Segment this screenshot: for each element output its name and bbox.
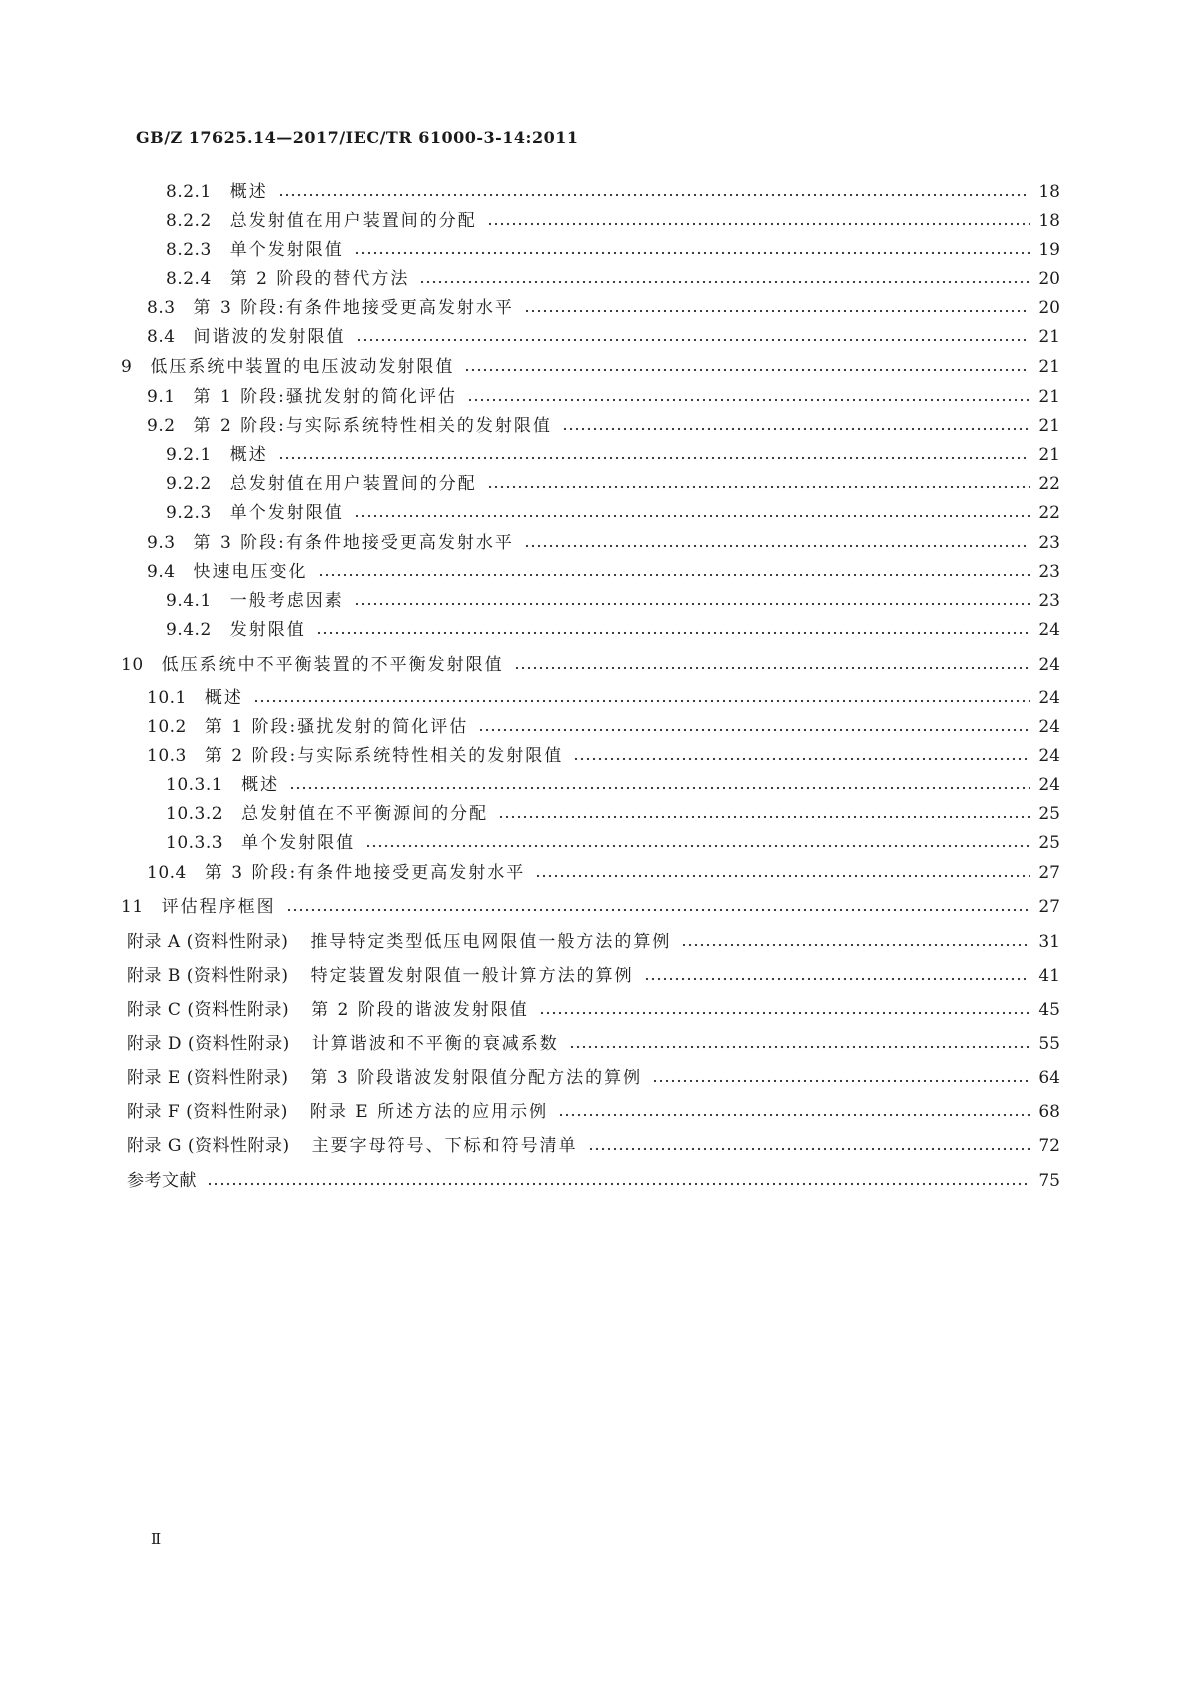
toc-entry-number: 附录 F (资料性附录) bbox=[127, 1102, 288, 1122]
toc-entry-title: 单个发射限值 bbox=[229, 503, 344, 523]
toc-dot-leader bbox=[356, 338, 1030, 342]
toc-entry[interactable] bbox=[121, 654, 1060, 676]
toc-entry-page: 21 bbox=[1038, 357, 1060, 377]
toc-dot-leader bbox=[588, 1147, 1030, 1151]
toc-entry-number: 8.2.2 bbox=[166, 211, 212, 231]
toc-entry-page: 24 bbox=[1038, 717, 1060, 737]
toc-entry[interactable] bbox=[147, 326, 1060, 348]
toc-entry-title: 第 3 阶段谐波发射限值分配方法的算例 bbox=[310, 1068, 643, 1088]
toc-dot-leader bbox=[278, 193, 1030, 197]
toc-entry-page: 18 bbox=[1038, 211, 1060, 231]
toc-entry-number: 9.3 bbox=[147, 533, 176, 553]
toc-dot-leader bbox=[535, 874, 1030, 878]
toc-entry[interactable] bbox=[147, 415, 1060, 437]
toc-entry-number: 8.2.1 bbox=[166, 182, 212, 202]
toc-entry-title: 第 3 阶段:有条件地接受更高发射水平 bbox=[193, 298, 514, 318]
toc-entry[interactable] bbox=[166, 803, 1060, 825]
toc-entry-page: 24 bbox=[1038, 655, 1060, 675]
toc-dot-leader bbox=[681, 943, 1030, 947]
toc-entry-title: 低压系统中不平衡装置的不平衡发射限值 bbox=[161, 655, 504, 675]
toc-entry-page: 23 bbox=[1038, 591, 1060, 611]
toc-entry-title: 单个发射限值 bbox=[229, 240, 344, 260]
toc-entry-page: 31 bbox=[1038, 932, 1060, 952]
toc-entry-page: 64 bbox=[1038, 1068, 1060, 1088]
toc-entry-page: 19 bbox=[1038, 240, 1060, 260]
toc-entry-number: 10.2 bbox=[147, 717, 187, 737]
toc-entry-number: 9 bbox=[121, 357, 133, 377]
toc-entry[interactable] bbox=[147, 532, 1060, 554]
toc-entry-page: 20 bbox=[1038, 269, 1060, 289]
toc-entry[interactable] bbox=[147, 561, 1060, 583]
toc-entry-title: 第 2 阶段的替代方法 bbox=[229, 269, 410, 289]
toc-entry[interactable] bbox=[127, 1170, 1060, 1192]
toc-entry-title: 一般考虑因素 bbox=[229, 591, 344, 611]
toc-entry[interactable] bbox=[166, 210, 1060, 232]
toc-entry[interactable] bbox=[127, 999, 1060, 1021]
toc-entry-title: 第 1 阶段:骚扰发射的简化评估 bbox=[204, 717, 469, 737]
toc-entry-title: 总发射值在用户装置间的分配 bbox=[229, 474, 477, 494]
toc-entry-title: 主要字母符号、下标和符号清单 bbox=[311, 1136, 578, 1156]
toc-dot-leader bbox=[539, 1011, 1030, 1015]
toc-entry-number: 10 bbox=[121, 655, 144, 675]
page-number: Ⅱ bbox=[151, 1530, 162, 1548]
toc-entry-number: 附录 A (资料性附录) bbox=[127, 932, 289, 952]
toc-entry-title: 计算谐波和不平衡的衰减系数 bbox=[311, 1034, 559, 1054]
toc-dot-leader bbox=[354, 251, 1030, 255]
toc-entry-number: 9.2 bbox=[147, 416, 176, 436]
toc-dot-leader bbox=[558, 1113, 1030, 1117]
toc-entry-page: 21 bbox=[1038, 445, 1060, 465]
toc-entry[interactable] bbox=[166, 473, 1060, 495]
toc-entry-page: 22 bbox=[1038, 474, 1060, 494]
toc-entry[interactable] bbox=[166, 774, 1060, 796]
toc-entry-number: 10.3 bbox=[147, 746, 187, 766]
toc-dot-leader bbox=[487, 485, 1030, 489]
toc-entry[interactable] bbox=[166, 619, 1060, 641]
toc-entry-number: 9.4.2 bbox=[166, 620, 212, 640]
toc-entry-number: 参考文献 bbox=[127, 1171, 197, 1191]
toc-entry-page: 21 bbox=[1038, 387, 1060, 407]
toc-entry-number: 附录 E (资料性附录) bbox=[127, 1068, 289, 1088]
toc-entry[interactable] bbox=[147, 716, 1060, 738]
toc-entry-number: 8.2.4 bbox=[166, 269, 212, 289]
toc-dot-leader bbox=[207, 1182, 1030, 1186]
toc-entry[interactable] bbox=[166, 502, 1060, 524]
toc-entry-number: 附录 C (资料性附录) bbox=[127, 1000, 290, 1020]
toc-entry[interactable] bbox=[121, 896, 1060, 918]
toc-dot-leader bbox=[524, 309, 1030, 313]
toc-entry-number: 9.2.1 bbox=[166, 445, 212, 465]
toc-entry[interactable] bbox=[147, 386, 1060, 408]
toc-entry-number: 附录 D (资料性附录) bbox=[127, 1034, 290, 1054]
toc-dot-leader bbox=[365, 844, 1030, 848]
toc-entry-page: 23 bbox=[1038, 562, 1060, 582]
toc-dot-leader bbox=[286, 908, 1030, 912]
toc-entry-page: 27 bbox=[1038, 863, 1060, 883]
toc-dot-leader bbox=[278, 456, 1030, 460]
toc-entry[interactable] bbox=[147, 745, 1060, 767]
toc-entry-title: 特定装置发射限值一般计算方法的算例 bbox=[310, 966, 634, 986]
toc-entry-page: 45 bbox=[1038, 1000, 1060, 1020]
toc-entry-number: 10.3.1 bbox=[166, 775, 224, 795]
toc-entry-page: 21 bbox=[1038, 416, 1060, 436]
toc-entry-title: 第 2 阶段:与实际系统特性相关的发射限值 bbox=[193, 416, 552, 436]
toc-entry-page: 27 bbox=[1038, 897, 1060, 917]
toc-entry-title: 总发射值在不平衡源间的分配 bbox=[241, 804, 489, 824]
toc-entry-number: 9.1 bbox=[147, 387, 176, 407]
toc-dot-leader bbox=[316, 631, 1030, 635]
toc-entry[interactable] bbox=[147, 687, 1060, 709]
toc-dot-leader bbox=[467, 398, 1030, 402]
toc-entry-page: 23 bbox=[1038, 533, 1060, 553]
toc-entry[interactable] bbox=[121, 356, 1060, 378]
toc-entry-page: 25 bbox=[1038, 833, 1060, 853]
toc-dot-leader bbox=[569, 1045, 1030, 1049]
toc-entry-number: 9.2.3 bbox=[166, 503, 212, 523]
toc-dot-leader bbox=[498, 815, 1030, 819]
toc-entry-page: 24 bbox=[1038, 775, 1060, 795]
toc-entry-number: 10.1 bbox=[147, 688, 187, 708]
toc-entry-title: 概述 bbox=[229, 182, 268, 202]
toc-entry-title: 发射限值 bbox=[229, 620, 306, 640]
toc-dot-leader bbox=[562, 427, 1030, 431]
toc-entry[interactable] bbox=[127, 1101, 1060, 1123]
toc-entry-page: 75 bbox=[1038, 1171, 1060, 1191]
toc-dot-leader bbox=[478, 728, 1030, 732]
toc-entry-page: 18 bbox=[1038, 182, 1060, 202]
toc-entry-page: 22 bbox=[1038, 503, 1060, 523]
toc-entry-page: 20 bbox=[1038, 298, 1060, 318]
toc-entry[interactable] bbox=[166, 268, 1060, 290]
toc-dot-leader bbox=[354, 514, 1030, 518]
toc-dot-leader bbox=[419, 280, 1030, 284]
toc-entry[interactable] bbox=[147, 297, 1060, 319]
toc-dot-leader bbox=[573, 757, 1030, 761]
toc-entry-number: 附录 G (资料性附录) bbox=[127, 1136, 290, 1156]
toc-entry-title: 第 3 阶段:有条件地接受更高发射水平 bbox=[204, 863, 526, 883]
toc-entry-page: 25 bbox=[1038, 804, 1060, 824]
toc-entry-title: 快速电压变化 bbox=[193, 562, 308, 582]
toc-entry-number: 8.2.3 bbox=[166, 240, 212, 260]
toc-entry[interactable] bbox=[127, 1067, 1060, 1089]
toc-entry-title: 概述 bbox=[241, 775, 280, 795]
toc-entry-number: 9.4.1 bbox=[166, 591, 212, 611]
toc-entry[interactable] bbox=[147, 862, 1060, 884]
toc-entry-title: 概述 bbox=[229, 445, 268, 465]
toc-entry-number: 9.4 bbox=[147, 562, 176, 582]
toc-dot-leader bbox=[464, 368, 1030, 372]
toc-dot-leader bbox=[524, 544, 1030, 548]
toc-dot-leader bbox=[289, 786, 1030, 790]
toc-entry-page: 72 bbox=[1038, 1136, 1060, 1156]
toc-entry-title: 总发射值在用户装置间的分配 bbox=[229, 211, 477, 231]
toc-entry-title: 间谐波的发射限值 bbox=[193, 327, 346, 347]
toc-entry[interactable] bbox=[166, 832, 1060, 854]
toc-entry-page: 24 bbox=[1038, 688, 1060, 708]
toc-entry-page: 68 bbox=[1038, 1102, 1060, 1122]
toc-entry-page: 55 bbox=[1038, 1034, 1060, 1054]
toc-entry[interactable] bbox=[127, 931, 1060, 953]
toc-entry-page: 24 bbox=[1038, 620, 1060, 640]
toc-dot-leader bbox=[354, 602, 1030, 606]
toc-dot-leader bbox=[652, 1079, 1030, 1083]
toc-entry[interactable] bbox=[127, 1033, 1060, 1055]
toc-entry[interactable] bbox=[166, 590, 1060, 612]
toc-entry-number: 8.4 bbox=[147, 327, 176, 347]
toc-entry-number: 10.4 bbox=[147, 863, 187, 883]
toc-entry-number: 9.2.2 bbox=[166, 474, 212, 494]
toc-entry-page: 24 bbox=[1038, 746, 1060, 766]
toc-entry-number: 8.3 bbox=[147, 298, 176, 318]
document-header: GB/Z 17625.14—2017/IEC/TR 61000-3-14:2011 bbox=[136, 128, 579, 147]
toc-entry-page: 21 bbox=[1038, 327, 1060, 347]
toc-entry-title: 评估程序框图 bbox=[161, 897, 276, 917]
toc-entry-title: 概述 bbox=[204, 688, 243, 708]
toc-entry[interactable] bbox=[166, 181, 1060, 203]
toc-entry-title: 附录 E 所述方法的应用示例 bbox=[309, 1102, 549, 1122]
toc-entry-title: 低压系统中装置的电压波动发射限值 bbox=[150, 357, 455, 377]
toc-entry-title: 第 1 阶段:骚扰发射的简化评估 bbox=[193, 387, 457, 407]
toc-dot-leader bbox=[318, 573, 1030, 577]
toc-entry[interactable] bbox=[166, 444, 1060, 466]
toc-entry-number: 10.3.2 bbox=[166, 804, 224, 824]
toc-entry[interactable] bbox=[127, 1135, 1060, 1157]
toc-entry-number: 附录 B (资料性附录) bbox=[127, 966, 289, 986]
toc-entry-page: 41 bbox=[1038, 966, 1060, 986]
toc-entry-number: 10.3.3 bbox=[166, 833, 224, 853]
toc-entry[interactable] bbox=[127, 965, 1060, 987]
toc-entry-title: 第 2 阶段:与实际系统特性相关的发射限值 bbox=[204, 746, 564, 766]
toc-dot-leader bbox=[253, 699, 1030, 703]
toc-entry[interactable] bbox=[166, 239, 1060, 261]
toc-dot-leader bbox=[644, 977, 1030, 981]
toc-entry-title: 第 2 阶段的谐波发射限值 bbox=[311, 1000, 529, 1020]
toc-entry-number: 11 bbox=[121, 897, 144, 917]
toc-dot-leader bbox=[514, 666, 1030, 670]
toc-entry-title: 推导特定类型低压电网限值一般方法的算例 bbox=[310, 932, 672, 952]
toc-entry-title: 第 3 阶段:有条件地接受更高发射水平 bbox=[193, 533, 514, 553]
toc-dot-leader bbox=[487, 222, 1030, 226]
toc-entry-title: 单个发射限值 bbox=[241, 833, 356, 853]
